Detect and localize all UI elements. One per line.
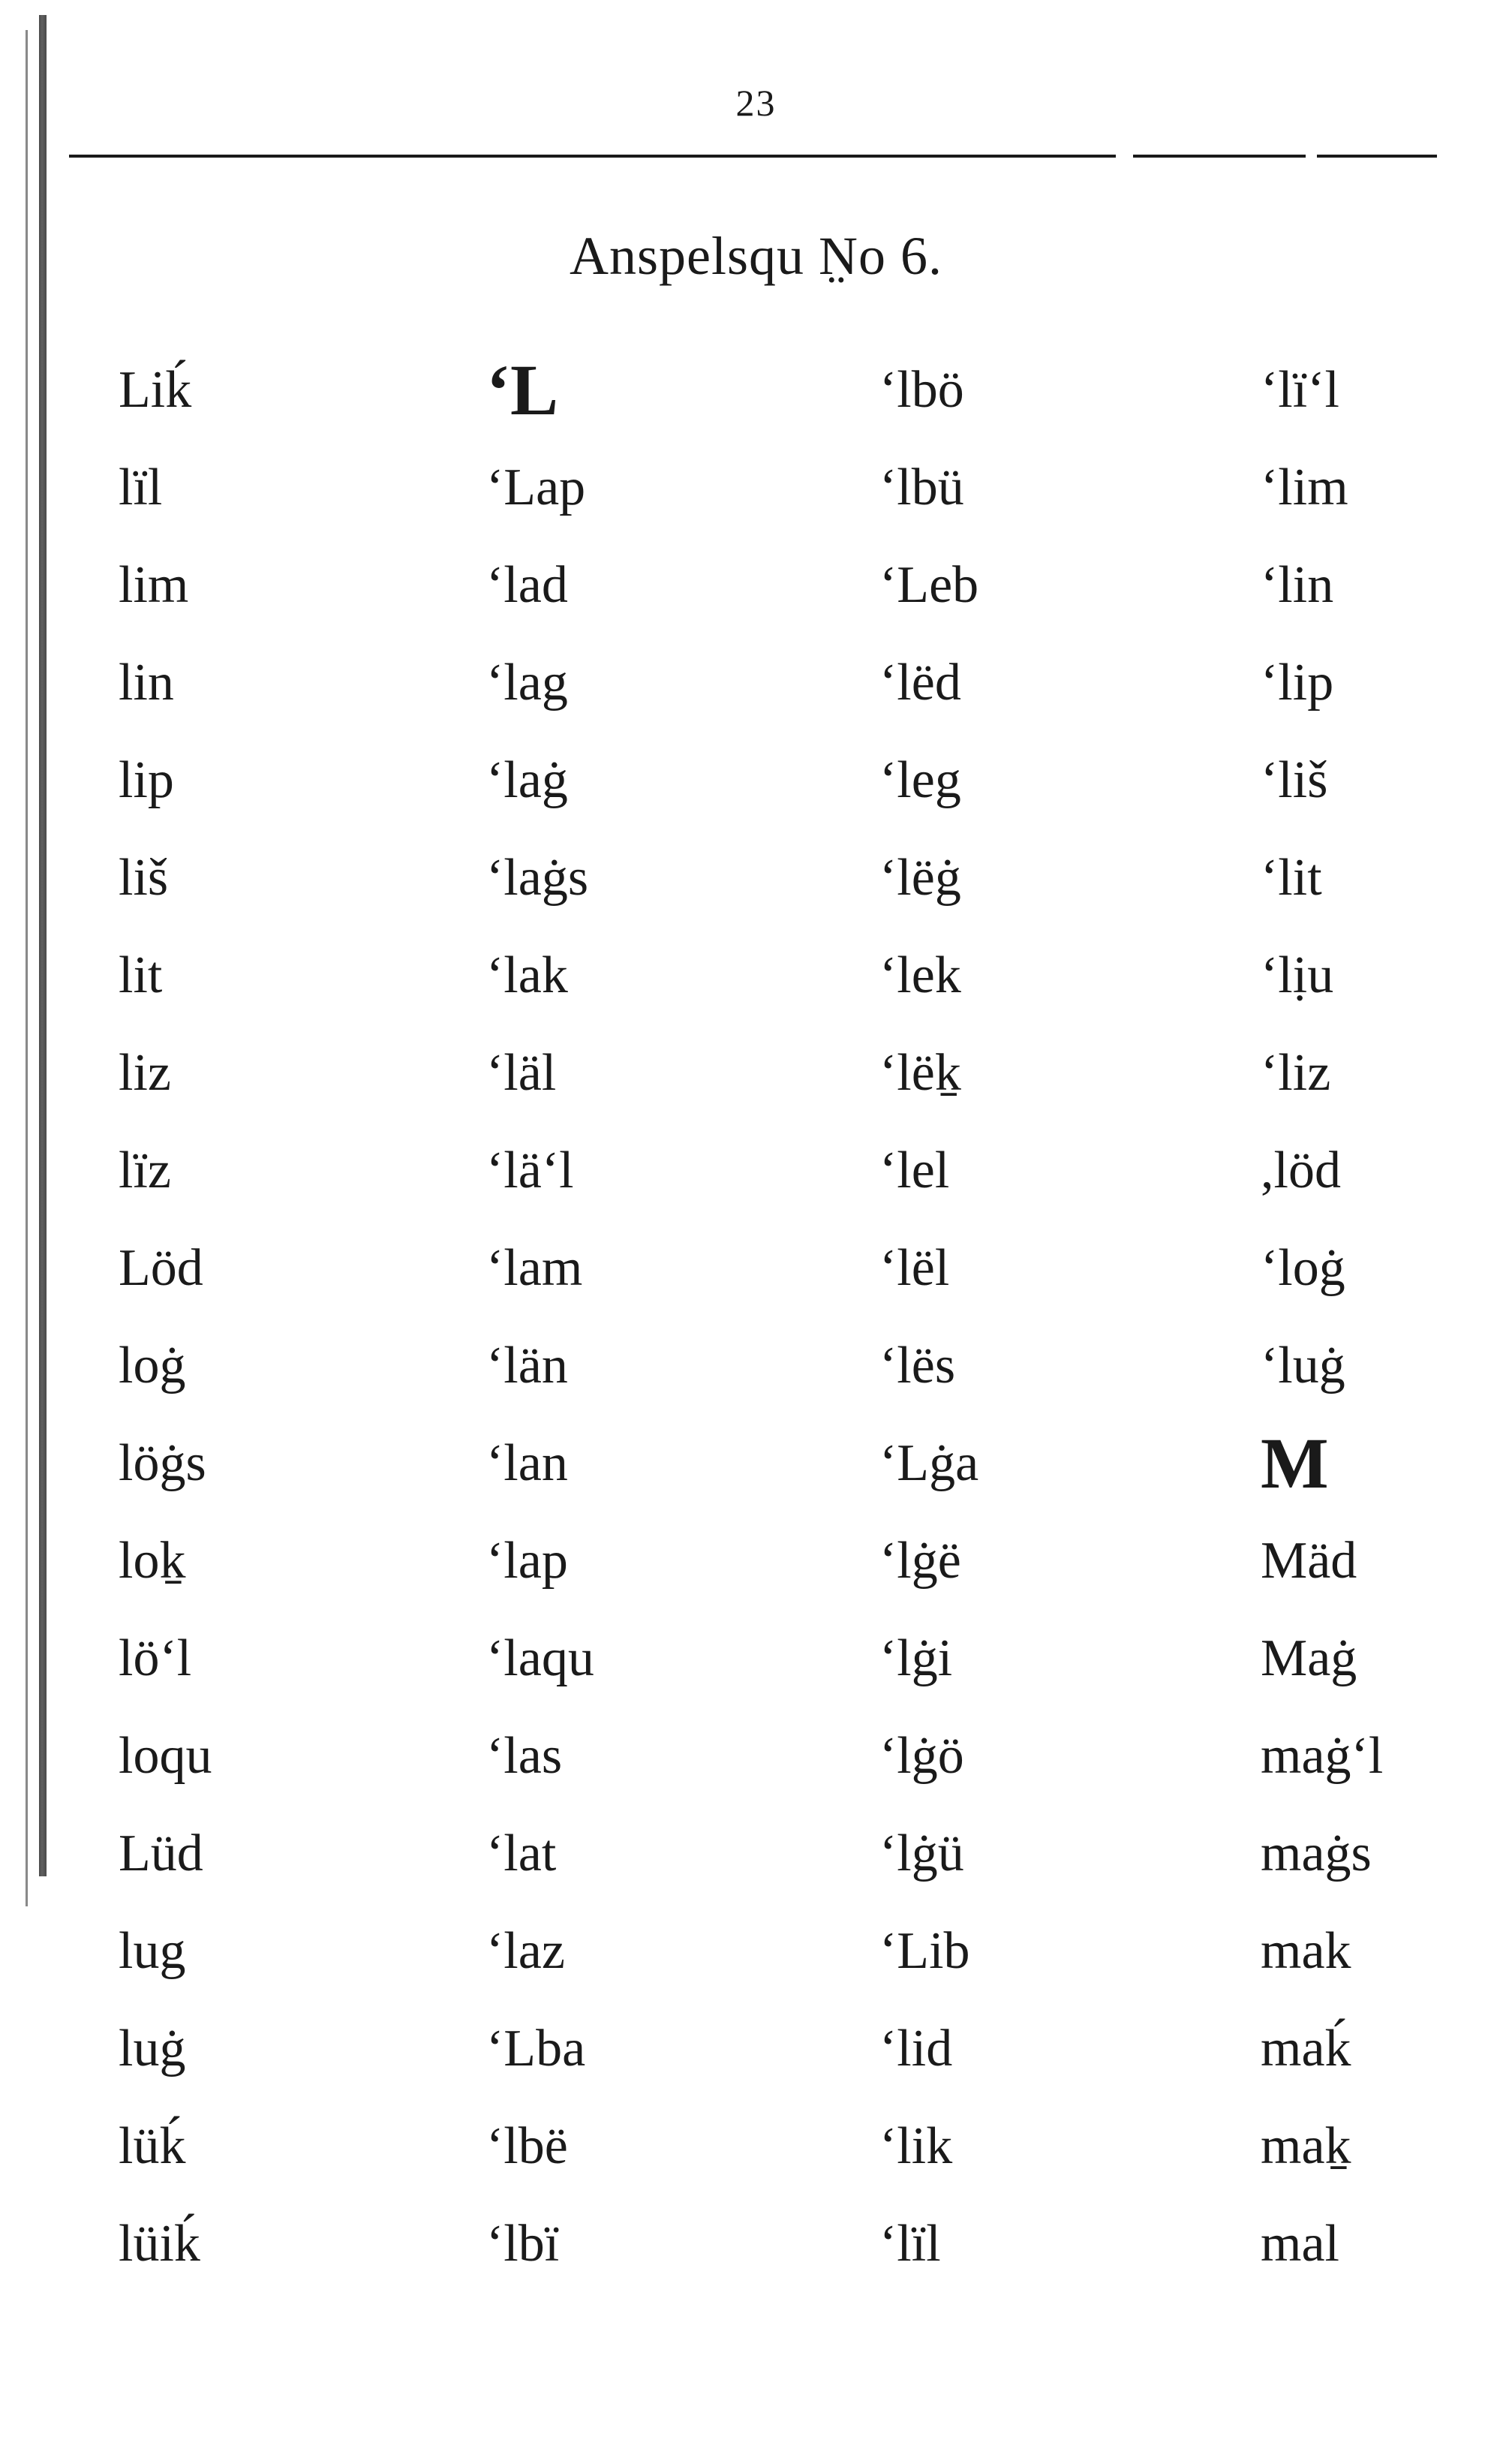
table-cell: maġ‘l xyxy=(1261,1727,1384,1785)
table-cell: ‘lġü xyxy=(879,1825,964,1882)
table-row xyxy=(0,537,1512,634)
table-cell: mak xyxy=(1261,1922,1351,1980)
table-cell: ‘Lib xyxy=(879,1922,970,1980)
table-cell: ,löd xyxy=(1261,1142,1341,1199)
table-cell: ‘lï‘l xyxy=(1261,361,1339,419)
table-cell: ‘lan xyxy=(486,1434,568,1492)
table-cell: ‘laġs xyxy=(486,849,589,907)
table-cell: ‘leg xyxy=(879,751,961,809)
table-cell: ‘lel xyxy=(879,1142,950,1199)
table-cell: maḱ xyxy=(1261,2020,1351,2077)
table-cell: ‘laġ xyxy=(486,751,568,809)
table-row xyxy=(0,1122,1512,1220)
table-cell: ‘lid xyxy=(879,2020,953,2077)
table-cell: ‘Leb xyxy=(879,556,979,614)
table-cell: ‘lä‘l xyxy=(486,1142,574,1199)
table-cell: ‘loġ xyxy=(1261,1239,1345,1297)
table-cell: liz xyxy=(119,1044,171,1102)
table-row xyxy=(0,829,1512,927)
table-cell: lip xyxy=(119,751,174,809)
table-cell: ‘lin xyxy=(1261,556,1334,614)
table-cell: ‘liz xyxy=(1261,1044,1331,1102)
table-cell: liš xyxy=(119,849,169,907)
table-cell: ‘lġö xyxy=(879,1727,964,1785)
table-cell: Maġ xyxy=(1261,1629,1357,1687)
page-number: 23 xyxy=(735,82,777,124)
table-cell: ‘lës xyxy=(879,1337,956,1394)
table-cell: ‘lël xyxy=(879,1239,950,1297)
table-cell: Mäd xyxy=(1261,1532,1357,1590)
table-row xyxy=(0,2098,1512,2195)
table-cell: ‘Lap xyxy=(486,459,586,516)
table-row xyxy=(0,1707,1512,1805)
table-cell: loqu xyxy=(119,1727,212,1785)
table-cell: loġ xyxy=(119,1337,186,1394)
table-cell: loḵ xyxy=(119,1532,186,1590)
table-cell: ‘lak xyxy=(486,946,568,1004)
table-cell: ‘lit xyxy=(1261,849,1322,907)
table-row xyxy=(0,1610,1512,1707)
table-cell: lin xyxy=(119,654,174,712)
header-rule-segment xyxy=(1133,155,1306,158)
table-cell: ‘Lġa xyxy=(879,1434,979,1492)
table-cell: ‘laqu xyxy=(486,1629,594,1687)
table-row xyxy=(0,732,1512,829)
table-cell: ‘läl xyxy=(486,1044,557,1102)
table-cell: ‘lim xyxy=(1261,459,1348,516)
table-cell: ‘las xyxy=(486,1727,563,1785)
table-cell: ‘lïl xyxy=(879,2215,941,2273)
header-rule xyxy=(69,155,1116,158)
table-cell: lit xyxy=(119,946,163,1004)
section-letter-heading: M xyxy=(1261,1423,1329,1503)
table-cell: maġs xyxy=(1261,1825,1372,1882)
table-cell: lïl xyxy=(119,459,163,516)
table-cell: lüiḱ xyxy=(119,2215,200,2273)
table-cell: lug xyxy=(119,1922,186,1980)
table-cell: ‘lġë xyxy=(879,1532,961,1590)
section-letter-heading: ‘L xyxy=(486,350,558,430)
table-row xyxy=(0,1317,1512,1415)
table-cell: Lüd xyxy=(119,1825,203,1882)
table-cell: lüḱ xyxy=(119,2117,186,2175)
table-cell: ‘län xyxy=(486,1337,568,1394)
table-cell: ‘liš xyxy=(1261,751,1328,809)
table-cell: Löd xyxy=(119,1239,203,1297)
table-cell: ‘lëd xyxy=(879,654,961,712)
table-cell: maḵ xyxy=(1261,2117,1351,2175)
table-cell: ‘Lba xyxy=(486,2020,586,2077)
table-cell: mal xyxy=(1261,2215,1339,2273)
table-row xyxy=(0,341,1512,439)
table-cell: löġs xyxy=(119,1434,206,1492)
table-row xyxy=(0,927,1512,1024)
table-cell: lö‘l xyxy=(119,1629,192,1687)
page-title: Anspelsqu N̤o 6. xyxy=(570,226,942,286)
table-row xyxy=(0,1024,1512,1122)
table-cell: ‘lëḵ xyxy=(879,1044,961,1102)
table-cell: ‘lbï xyxy=(486,2215,560,2273)
table-row xyxy=(0,439,1512,537)
table-row xyxy=(0,2000,1512,2098)
table-cell: ‘lek xyxy=(879,946,961,1004)
table-cell: luġ xyxy=(119,2020,186,2077)
table-cell: ‘lam xyxy=(486,1239,583,1297)
table-cell: ‘lbë xyxy=(486,2117,568,2175)
table-cell: ‘lip xyxy=(1261,654,1334,712)
table-cell: ‘lap xyxy=(486,1532,568,1590)
table-cell: ‘laz xyxy=(486,1922,565,1980)
table-row xyxy=(0,634,1512,732)
table-row xyxy=(0,2195,1512,2293)
table-cell: lïz xyxy=(119,1142,171,1199)
table-cell: ‘lag xyxy=(486,654,568,712)
table-cell: ‘luġ xyxy=(1261,1337,1345,1394)
table-row xyxy=(0,1903,1512,2000)
table-row xyxy=(0,1512,1512,1610)
table-cell: ‘lịu xyxy=(1261,946,1334,1004)
table-row xyxy=(0,1805,1512,1903)
table-cell: ‘lëġ xyxy=(879,849,961,907)
table-cell: ‘lat xyxy=(486,1825,557,1882)
table-cell: lim xyxy=(119,556,189,614)
table-cell: ‘lġi xyxy=(879,1629,953,1687)
table-cell: Liḱ xyxy=(119,361,192,419)
table-row xyxy=(0,1220,1512,1317)
table-cell: ‘lbö xyxy=(879,361,964,419)
table-cell: ‘lik xyxy=(879,2117,953,2175)
table-cell: ‘lad xyxy=(486,556,568,614)
header-rule-segment xyxy=(1317,155,1437,158)
table-row xyxy=(0,1415,1512,1512)
table-cell: ‘lbü xyxy=(879,459,964,516)
